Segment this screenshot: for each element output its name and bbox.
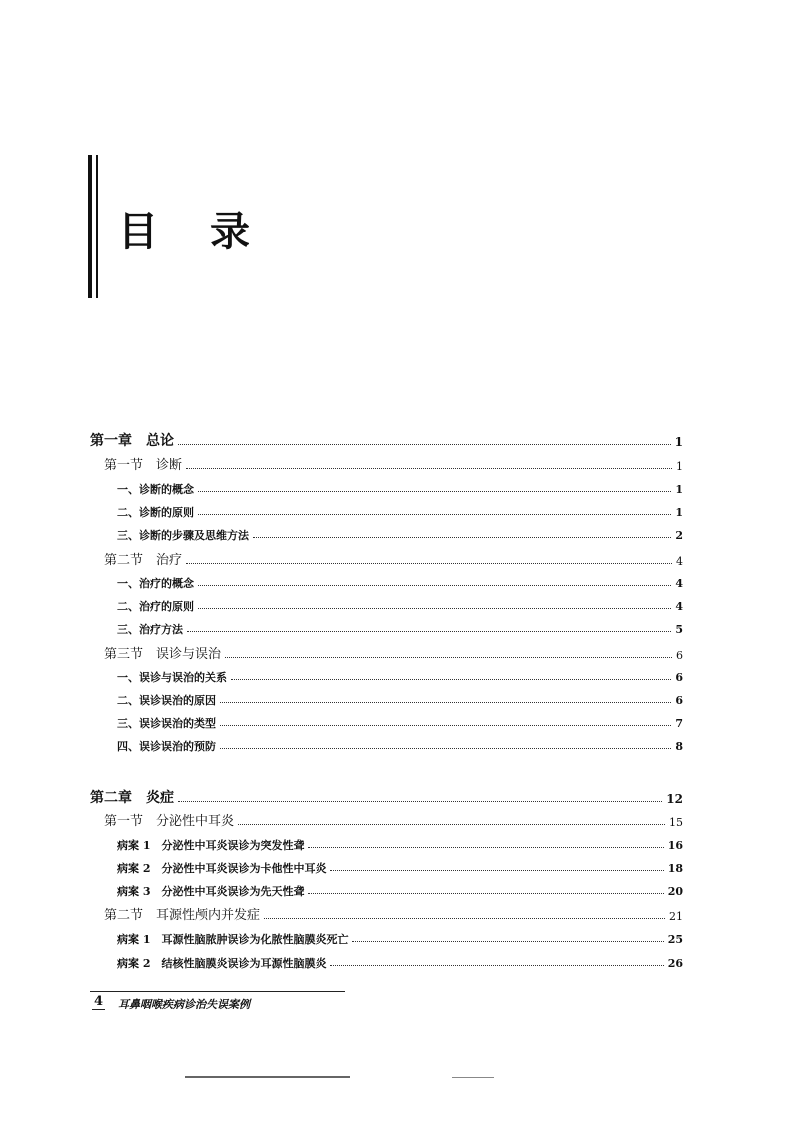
toc-page: 21	[669, 910, 683, 923]
dot-leader	[178, 801, 662, 802]
toc-entry	[117, 718, 683, 729]
dot-leader	[220, 748, 671, 749]
dot-leader	[178, 444, 671, 445]
dot-leader	[231, 679, 671, 680]
toc-entry	[104, 554, 683, 567]
toc-page: 8	[675, 740, 683, 753]
toc-label: 二、诊断的原则	[117, 506, 194, 519]
toc-entry	[117, 958, 683, 969]
toc-entry	[117, 601, 683, 612]
toc-page: 7	[675, 717, 683, 730]
toc-page: 2	[675, 529, 683, 542]
dot-leader	[352, 941, 663, 942]
toc-page: 12	[666, 792, 683, 806]
toc-label: 一、误诊与误治的关系	[117, 671, 227, 684]
dot-leader	[198, 514, 671, 515]
toc-label: 病案 2 分泌性中耳炎误诊为卡他性中耳炎	[117, 862, 327, 875]
toc-entry	[117, 484, 683, 495]
toc-entry	[117, 507, 683, 518]
toc-entry	[117, 672, 683, 683]
toc-entry	[90, 434, 683, 448]
toc-page: 4	[675, 577, 683, 590]
toc-entry	[117, 863, 683, 874]
toc-label: 病案 1 耳源性脑脓肿误诊为化脓性脑膜炎死亡	[117, 933, 349, 946]
footer-rule	[90, 991, 345, 992]
toc-label: 第二章 炎症	[90, 790, 174, 806]
dot-leader	[198, 585, 671, 586]
toc-page: 5	[675, 623, 683, 636]
toc-label: 四、误诊误治的预防	[117, 740, 216, 753]
toc-entry	[117, 624, 683, 635]
dot-leader	[264, 918, 665, 919]
toc-page: 16	[667, 839, 683, 852]
toc-page: 15	[669, 816, 683, 829]
toc-label: 第一节 诊断	[104, 458, 183, 473]
toc-page: 4	[676, 555, 683, 568]
toc-label: 第一章 总论	[90, 433, 174, 449]
toc-page: 6	[675, 671, 683, 684]
toc-entry	[117, 840, 683, 851]
toc-entry	[117, 886, 683, 897]
dot-leader	[330, 965, 663, 966]
dot-leader	[330, 870, 663, 871]
dot-leader	[308, 893, 663, 894]
page-title: 目录	[118, 209, 302, 255]
toc-page: 4	[675, 600, 683, 613]
dot-leader	[198, 608, 671, 609]
toc-label: 第三节 误诊与误治	[104, 647, 222, 662]
toc-label: 第二节 耳源性颅内并发症	[104, 908, 261, 923]
dot-leader	[198, 491, 671, 492]
toc-page: 18	[667, 862, 683, 875]
dot-leader	[225, 657, 672, 658]
toc-page: 1	[674, 435, 683, 449]
toc-entry	[90, 791, 683, 805]
toc-label: 病案 2 结核性脑膜炎误诊为耳源性脑膜炎	[117, 957, 327, 970]
scan-artifact-line	[185, 1076, 350, 1078]
toc-page: 20	[667, 885, 683, 898]
dot-leader	[308, 847, 663, 848]
dot-leader	[220, 702, 671, 703]
footer-book-title: 耳鼻咽喉疾病诊治失误案例	[118, 998, 250, 1011]
toc-entry	[104, 815, 683, 828]
toc-page: 26	[667, 957, 683, 970]
dot-leader	[186, 563, 672, 564]
toc-entry	[117, 578, 683, 589]
toc-entry	[104, 459, 683, 472]
dot-leader	[238, 824, 665, 825]
dot-leader	[220, 725, 671, 726]
toc-label: 病案 3 分泌性中耳炎误诊为先天性聋	[117, 885, 305, 898]
toc-page: 1	[675, 506, 683, 519]
dot-leader	[187, 631, 671, 632]
toc-label: 二、治疗的原则	[117, 600, 194, 613]
toc-entry	[104, 648, 683, 661]
toc-label: 病案 1 分泌性中耳炎误诊为突发性聋	[117, 839, 305, 852]
toc-label: 一、诊断的概念	[117, 483, 194, 496]
dot-leader	[253, 537, 671, 538]
toc-label: 二、误诊误治的原因	[117, 694, 216, 707]
toc-label: 一、治疗的概念	[117, 577, 194, 590]
toc-entry	[117, 530, 683, 541]
toc-label: 三、治疗方法	[117, 623, 183, 636]
toc-entry	[104, 909, 683, 922]
toc-page: 25	[667, 933, 683, 946]
scan-artifact-line	[452, 1077, 494, 1078]
toc-page: 1	[676, 460, 683, 473]
toc-entry	[117, 741, 683, 752]
toc-label: 三、诊断的步骤及思维方法	[117, 529, 249, 542]
toc-entry	[117, 934, 683, 945]
toc-page: 6	[676, 649, 683, 662]
toc-label: 三、误诊误治的类型	[117, 717, 216, 730]
toc-label: 第二节 治疗	[104, 553, 183, 568]
toc-page: 6	[675, 694, 683, 707]
toc-entry	[117, 695, 683, 706]
toc-page: 1	[675, 483, 683, 496]
toc-label: 第一节 分泌性中耳炎	[104, 814, 235, 829]
dot-leader	[186, 468, 672, 469]
footer-page-number: 4	[94, 994, 104, 1009]
